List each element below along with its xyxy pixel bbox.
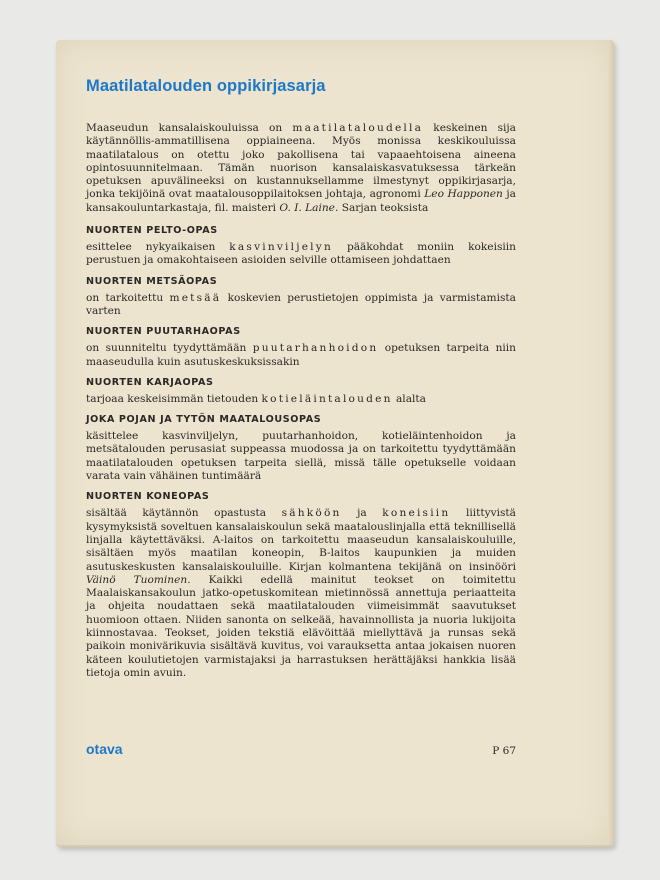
desc-text: koskevien perustietojen oppimista ja varmistamista varten bbox=[86, 291, 517, 317]
desc-text: liittyvistä kysymyksistä soveltuen kansalaiskoulun sekä maatalouslinjalla että teknillisellä linjalla käytettäväksi. A-laitos on tarkoitettu maaseudun kansalaiskouluille, sisältäen myös maatilan koneopin, B-laitos kaupunkien ja muiden asutuskeskusten kansalaiskouluille. Kirjan kolmantena tekijänä on insinööri bbox=[86, 507, 516, 573]
price-code: P 67 bbox=[492, 745, 516, 757]
cover-text bbox=[86, 76, 516, 680]
closing-text: Kaikki edellä mainitut teokset on toimitettu Maalaiskansakoulun jatko-opetuskomitean mietinnössä annettuja periaatteita ja ohjeita noudattaen sekä maatilatalouden viimeisimmät saavutukset huomioon ottaen. Niiden sanonta on selkeää, havainnollista ja nuoria lukijoita kiinnostavaa. Teokset, joiden tekstiä elävöittää miellyttävä ja runsas sekä paikoin monivärikuvia sisältävä kuvitus, voi varauksetta antaa jokaisen nuoren käteen koulutietojen varmistajaksi ja harrastuksen herättäjäksi hankkia lisää tietoja omin avuin. bbox=[86, 573, 517, 679]
book-description bbox=[86, 292, 516, 319]
intro-text-2: keskeinen sija käytännöllis-ammatillisena oppiaineena. Myös monissa keskikouluissa maatilatalous on otettu joko pakollisena tai vapaaehtoisena aineena opintosuunnitelmaan. Tämän nuorison kansalaiskasvatuksessa tärkeän opetuksen apuvälineeksi on kustannuksellamme ilmestynyt oppikirjasarja, jonka tekijöinä ovat maatalousoppilaitoksen johtaja, agronomi bbox=[86, 122, 516, 201]
book-description bbox=[86, 430, 516, 483]
desc-text: esittelee nykyaikaisen bbox=[86, 241, 230, 254]
desc-text: pääkohdat moniin kokeisiin perustuen ja omakohtaiseen asioiden selville ottamiseen johdattaen bbox=[86, 241, 517, 267]
cover-footer bbox=[86, 741, 516, 757]
desc-text: on tarkoitettu bbox=[86, 291, 170, 304]
author-laine: O. I. Laine bbox=[279, 201, 335, 214]
book-description bbox=[86, 393, 516, 406]
book-heading: NUORTEN PELTO-OPAS bbox=[86, 225, 218, 237]
book-heading: NUORTEN PUUTARHAOPAS bbox=[86, 326, 241, 338]
intro-text-1: Maaseudun kansalaiskouluissa on bbox=[86, 122, 293, 134]
desc-spaced-word: sähköön bbox=[281, 507, 342, 520]
intro-text-4: . Sarjan teoksista bbox=[334, 201, 429, 214]
book-entry bbox=[86, 377, 516, 406]
author-happonen: Leo Happonen bbox=[424, 188, 503, 201]
desc-spaced-word: kasvinviljelyn bbox=[229, 241, 333, 254]
book-entry bbox=[86, 276, 516, 319]
desc-text: alalta bbox=[392, 392, 426, 405]
book-heading: NUORTEN METSÄOPAS bbox=[86, 275, 218, 287]
desc-spaced-word: puutarhanhoidon bbox=[252, 342, 379, 355]
series-title: Maatilatalouden oppikirjasarja bbox=[86, 77, 326, 95]
book-heading: JOKA POJAN JA TYTÖN MAATALOUSOPAS bbox=[86, 414, 322, 426]
book-heading: NUORTEN KONEOPAS bbox=[86, 491, 210, 503]
desc-spaced-word: kotieläintalouden bbox=[261, 392, 393, 405]
desc-text: . bbox=[187, 573, 191, 586]
book-entry bbox=[86, 326, 516, 369]
desc-text: opetuksen tarpeita niin maaseudulla kuin asutuskeskuksissakin bbox=[86, 342, 516, 368]
desc-text: on suunniteltu tyydyttämään bbox=[86, 342, 253, 355]
desc-text: käsittelee kasvinviljelyn, puutarhanhoidon, kotieläintenhoidon ja metsätalouden perusasiat suppeassa muodossa ja on tarkoitettu tyydyttämään maatilatalouden opetuksen tarpeita siellä, missä tälle opetukselle voidaan varata vain vähäinen tuntimäärä bbox=[86, 430, 516, 483]
book-entry bbox=[86, 225, 516, 268]
book-description bbox=[86, 342, 516, 369]
desc-spaced-word: koneisiin bbox=[382, 507, 451, 520]
book-entry bbox=[86, 491, 516, 680]
publisher-logo: otava bbox=[86, 741, 123, 757]
book-description bbox=[86, 241, 516, 268]
intro-text-3: ja kansakouluntarkastaja, fil. maisteri bbox=[86, 188, 516, 214]
intro-spaced-word: maatilataloudella bbox=[292, 122, 424, 134]
author-tuominen: Väinö Tuominen bbox=[86, 573, 188, 586]
desc-text: ja bbox=[341, 507, 383, 520]
book-description bbox=[86, 507, 516, 680]
desc-text: sisältää käytännön opastusta bbox=[86, 507, 282, 520]
intro-paragraph bbox=[86, 122, 516, 215]
desc-spaced-word: metsää bbox=[169, 291, 222, 304]
desc-text: tarjoaa keskeisimmän tietouden bbox=[86, 392, 262, 405]
cover-edge bbox=[608, 40, 614, 845]
book-entry bbox=[86, 414, 516, 483]
book-heading: NUORTEN KARJAOPAS bbox=[86, 376, 214, 388]
